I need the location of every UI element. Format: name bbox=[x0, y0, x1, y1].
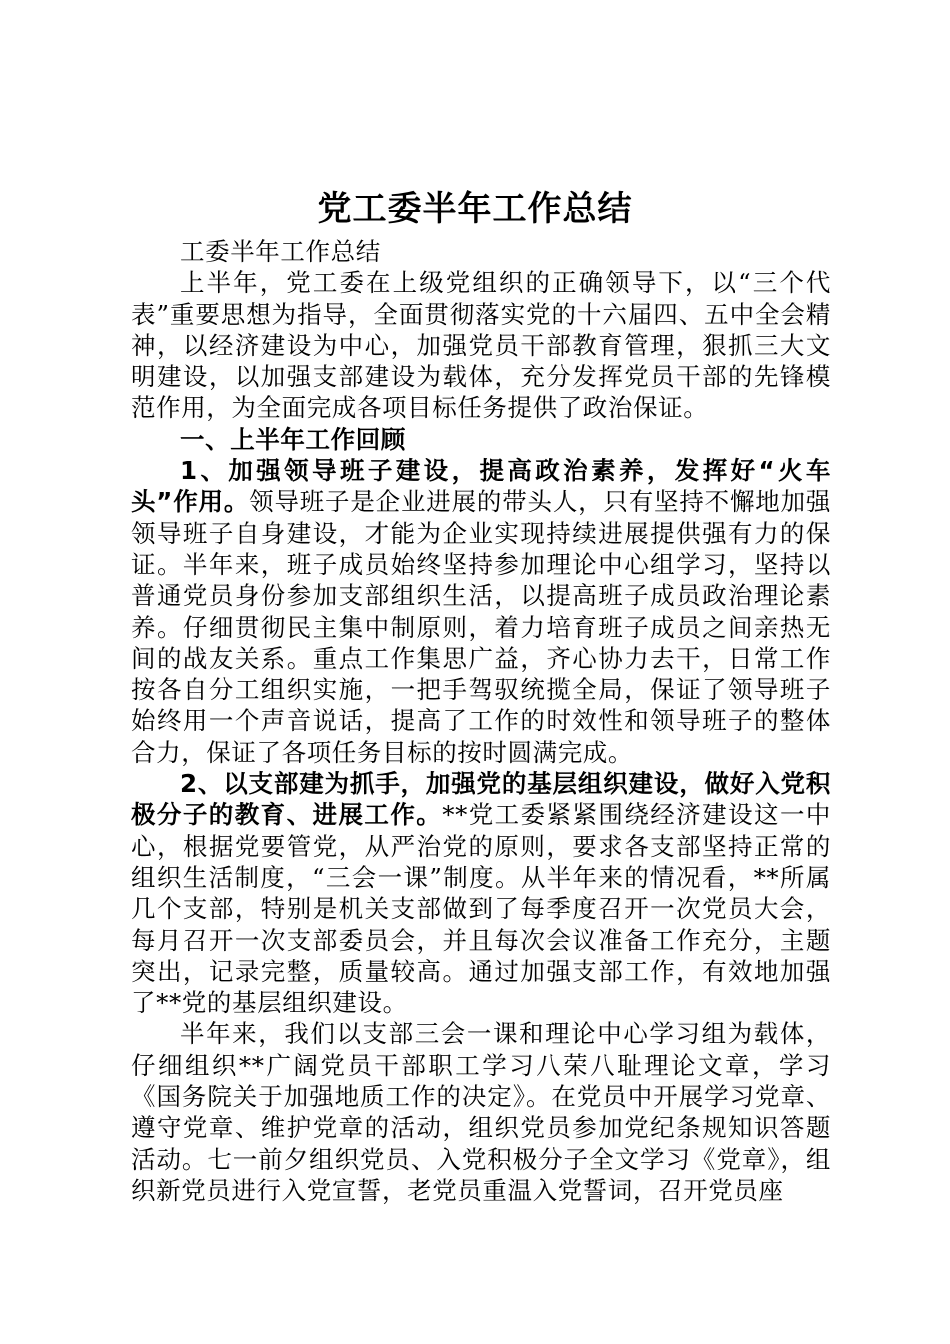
paragraph-study bbox=[131, 1018, 831, 1206]
paragraph-item-1 bbox=[131, 455, 831, 768]
section-heading bbox=[131, 424, 831, 455]
paragraph-text: 半年来，我们以支部三会一课和理论中心学习组为载体，仔细组织**广阔党员干部职工学习八荣八耻理论文章，学习《国务院关于加强地质工作的决定》。在党员中开展学习党章、遵守党章、维护党章的活动，组织党员参加党纪条规知识答题活动。七一前夕组织党员、入党积极分子全文学习《党章》，组织新党员进行入党宣誓，老党员重温入党誓词，召开党员座 bbox=[131, 1019, 831, 1205]
document-title: 党工委半年工作总结 bbox=[317, 189, 633, 229]
paragraph-text: 领导班子是企业进展的带头人，只有坚持不懈地加强领导班子自身建设，才能为企业实现持续进展提供强有力的保证。半年来，班子成员始终坚持参加理论中心组学习，坚持以普通党员身份参加支部组织生活，以提高班子成员政治理论素养。仔细贯彻民主集中制原则，着力培育班子成员之间亲热无间的战友关系。重点工作集思广益，齐心协力去干，日常工作按各自分工组织实施，一把手驾驭统揽全局，保证了领导班子始终用一个声音说话，提高了工作的时效性和领导班子的整体合力，保证了各项任务目标的按时圆满完成。 bbox=[131, 487, 831, 767]
paragraph-text: 工委半年工作总结 bbox=[180, 237, 381, 266]
section-heading-text: 一、上半年工作回顾 bbox=[180, 424, 406, 454]
document-body bbox=[131, 236, 831, 1206]
paragraph-item-2 bbox=[131, 768, 831, 1018]
paragraph-subtitle bbox=[131, 236, 831, 267]
paragraph-intro bbox=[131, 267, 831, 423]
paragraph-text: 上半年，党工委在上级党组织的正确领导下，以“三个代表”重要思想为指导，全面贯彻落实党的十六届四、五中全会精神，以经济建设为中心，加强党员干部教育管理，狠抓三大文明建设，以加强支部建设为载体，充分发挥党员干部的先锋模范作用，为全面完成各项目标任务提供了政治保证。 bbox=[131, 268, 831, 423]
paragraph-lead: 1、加强领导班子建设，提高政治素养，发挥好“火车头”作用。 bbox=[131, 456, 831, 517]
paragraph-lead: 2、以支部建为抓手，加强党的基层组织建设，做好入党积极分子的教育、进展工作。 bbox=[131, 769, 831, 830]
paragraph-text: **党工委紧紧围绕经济建设这一中心，根据党要管党，从严治党的原则，要求各支部坚持正常的组织生活制度，“三会一课”制度。从半年来的情况看，**所属几个支部，特别是机关支部做到了每季度召开一次党员大会，每月召开一次支部委员会，并且每次会议准备工作充分，主题突出，记录完整，质量较高。通过加强支部工作，有效地加强了**党的基层组织建设。 bbox=[131, 800, 831, 1018]
